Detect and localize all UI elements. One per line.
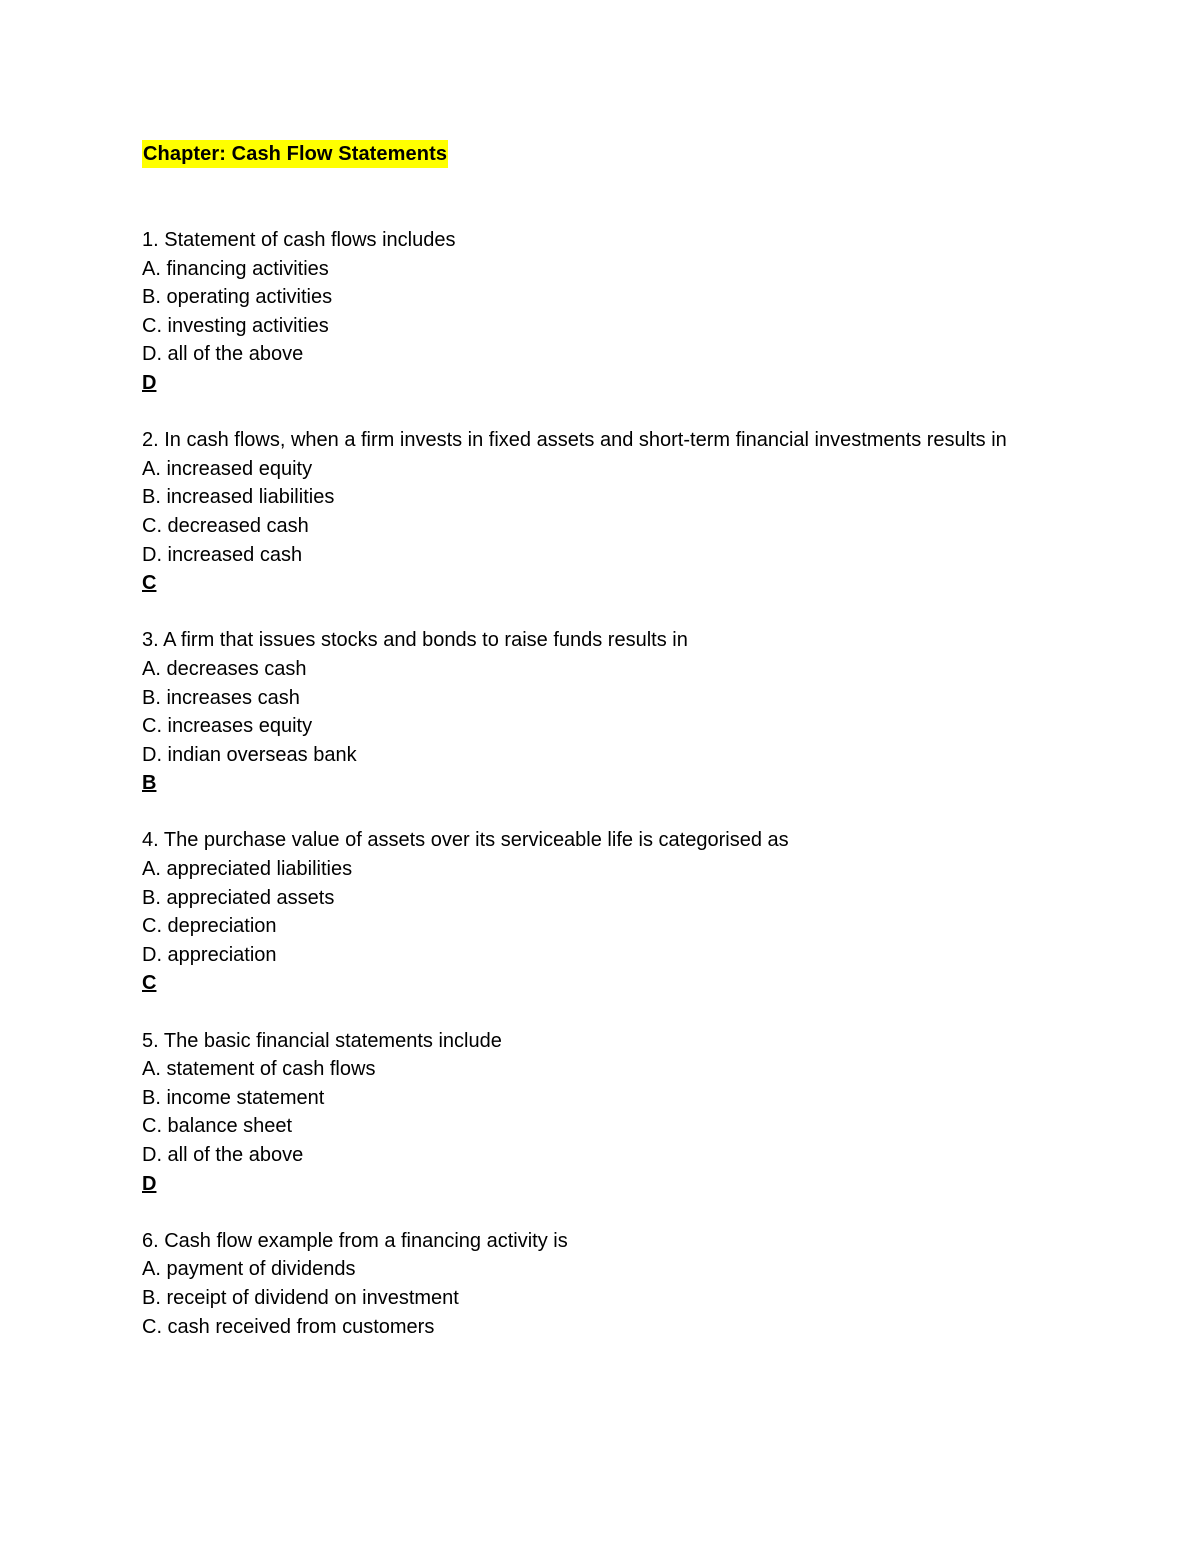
- option-c: C. increases equity: [142, 715, 313, 738]
- option-a: A. financing activities: [142, 257, 329, 280]
- option-c: C. investing activities: [142, 314, 329, 337]
- option-a: A. decreases cash: [142, 657, 307, 680]
- answer-key: C: [142, 572, 157, 595]
- option-b: B. receipt of dividend on investment: [142, 1286, 459, 1309]
- option-b: B. operating activities: [142, 286, 333, 309]
- option-a: A. appreciated liabilities: [142, 858, 353, 881]
- option-b: B. increases cash: [142, 686, 300, 709]
- option-d: D. all of the above: [142, 343, 304, 366]
- answer-key: B: [142, 772, 157, 795]
- option-c: C. decreased cash: [142, 514, 309, 537]
- option-b: B. increased liabilities: [142, 486, 335, 509]
- option-d: D. all of the above: [142, 1144, 304, 1166]
- option-b: B. income statement: [142, 1086, 325, 1109]
- question-block: [142, 826, 1082, 998]
- answer-key: C: [142, 972, 157, 995]
- option-d: D. increased cash: [142, 543, 303, 566]
- question-text: 6. Cash flow example from a financing activity is: [142, 1229, 568, 1252]
- question-list: [142, 226, 1082, 1341]
- option-c: C. depreciation: [142, 915, 277, 938]
- answer-key: D: [142, 371, 157, 394]
- question-text: 4. The purchase value of assets over its serviceable life is categorised as: [142, 829, 789, 852]
- answer-key: D: [142, 1172, 157, 1195]
- question-text: 2. In cash flows, when a firm invests in fixed assets and short-term financial investments results in: [142, 429, 1007, 452]
- option-b: B. appreciated assets: [142, 886, 335, 909]
- question-text: 5. The basic financial statements include: [142, 1029, 502, 1052]
- option-c: C. balance sheet: [142, 1115, 293, 1138]
- chapter-title: Chapter: Cash Flow Statements: [142, 140, 448, 168]
- question-text: 1. Statement of cash flows includes: [142, 229, 456, 251]
- question-text: 3. A firm that issues stocks and bonds to raise funds results in: [142, 629, 688, 652]
- question-block: [142, 226, 1082, 398]
- option-c: C. cash received from customers: [142, 1315, 435, 1338]
- option-a: A. statement of cash flows: [142, 1058, 376, 1081]
- question-block: [142, 626, 1082, 798]
- option-d: D. indian overseas bank: [142, 743, 357, 766]
- question-block: [142, 1227, 1082, 1341]
- option-a: A. payment of dividends: [142, 1258, 356, 1281]
- document-body: [142, 140, 1082, 1370]
- option-a: A. increased equity: [142, 457, 313, 480]
- question-block: [142, 426, 1082, 598]
- option-d: D. appreciation: [142, 943, 277, 966]
- question-block: [142, 1027, 1082, 1199]
